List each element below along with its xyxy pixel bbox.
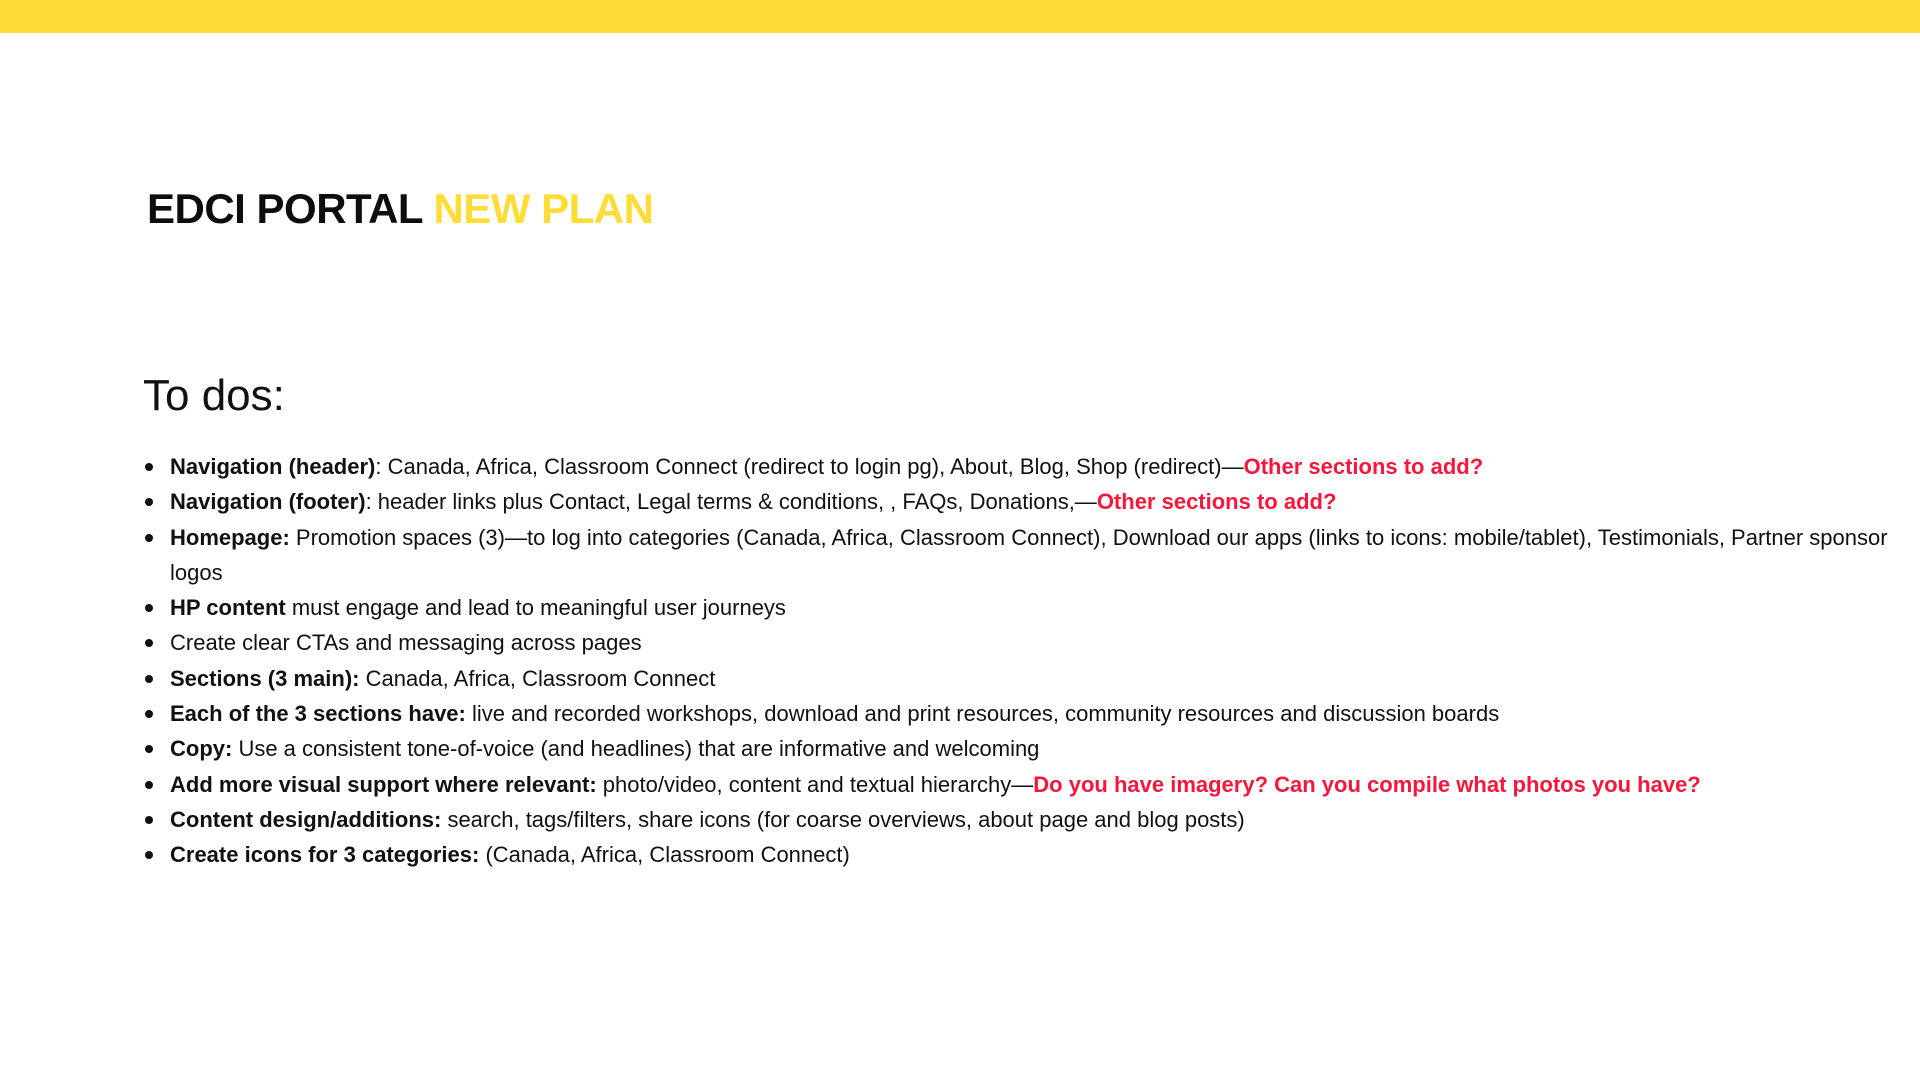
todo-item-nav-header [143,449,1903,484]
title-accent: NEW PLAN [433,185,654,232]
todo-label: Content design/additions: [170,806,442,832]
todo-item-ctas [143,625,1903,660]
title-main: EDCI PORTAL [147,185,423,232]
todo-text: : Canada, Africa, Classroom Connect (redirect to login pg), About, Blog, Shop (redirect)— [375,454,1244,479]
top-accent-bar [0,0,1920,33]
todo-label: Navigation (header) [170,454,376,479]
todo-text: : header links plus Contact, Legal terms & conditions, , FAQs, Donations,— [365,489,1097,515]
todo-list [143,449,1903,873]
todo-item-nav-footer [143,484,1903,519]
todo-text: Canada, Africa, Classroom Connect [359,665,716,691]
page-title [147,183,653,235]
todo-text: photo/video, content and textual hierarchy— [596,771,1034,797]
todo-item-content-design [143,802,1903,837]
todo-item-icons [143,837,1903,872]
todo-text: must engage and lead to meaningful user journeys [285,595,786,621]
todo-question: Other sections to add? [1096,489,1337,515]
todo-text: live and recorded workshops, download and print resources, community resources and discussion boards [465,701,1500,727]
todo-label: HP content [170,595,286,621]
todo-item-visual-support [143,767,1903,802]
todo-text: Create clear CTAs and messaging across pages [170,630,642,656]
todo-text: search, tags/filters, share icons (for coarse overviews, about page and blog posts) [441,806,1245,832]
section-heading: To dos: [143,371,285,420]
todo-label: Sections (3 main): [170,665,360,691]
todo-label: Copy: [170,736,233,762]
todo-text: Promotion spaces (3)—to log into categories (Canada, Africa, Classroom Connect), Download our apps (links to icons: mobile/tablet), Testimonials, Partner sponsor logos [170,524,1888,585]
todo-question: Other sections to add? [1243,454,1484,479]
todo-item-sections [143,661,1903,696]
todo-label: Add more visual support where relevant: [170,771,597,797]
todo-item-section-contents [143,696,1903,731]
todo-item-copy [143,731,1903,766]
todo-label: Create icons for 3 categories: [170,842,480,868]
todo-item-hp-content [143,590,1903,625]
todo-label: Homepage: [170,524,290,550]
todo-text: (Canada, Africa, Classroom Connect) [479,842,850,868]
todo-label: Each of the 3 sections have: [170,701,466,727]
todo-label: Navigation (footer) [170,489,366,515]
todo-text: Use a consistent tone-of-voice (and headlines) that are informative and welcoming [232,736,1040,762]
todo-item-homepage [143,520,1903,591]
todo-question: Do you have imagery? Can you compile what photos you have? [1033,771,1701,797]
